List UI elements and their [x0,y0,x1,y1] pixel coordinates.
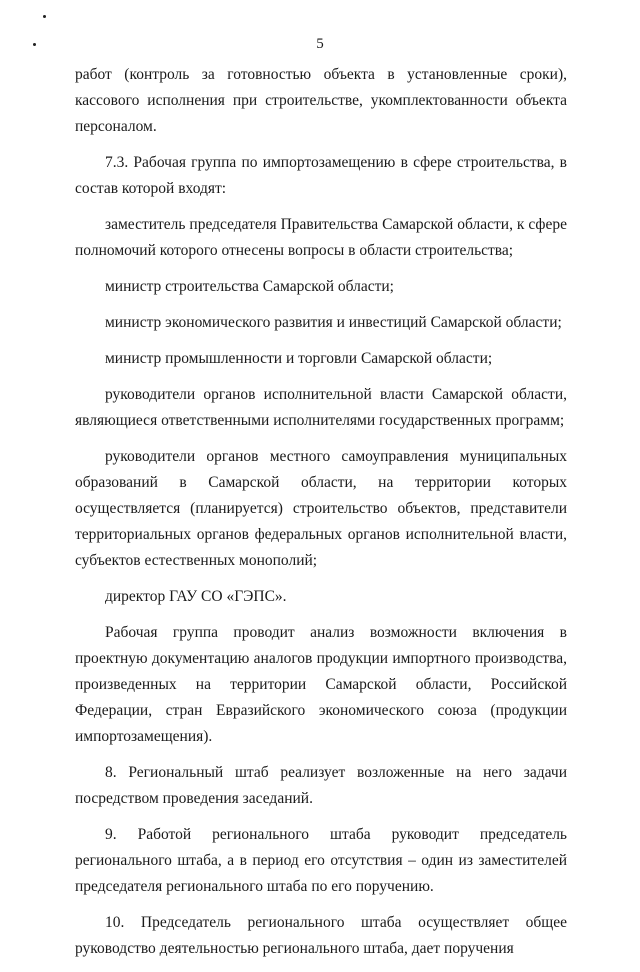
page-number: 5 [316,36,324,52]
paragraph: заместитель председателя Правительства Самарской области, к сфере полномочий которого отнесены вопросы в области строительства; [75,216,567,259]
paragraph: министр строительства Самарской области; [105,278,394,295]
scan-mark [43,15,46,18]
paragraph: 9. Работой регионального штаба руководит председатель регионального штаба, а в период его отсутствия – один из заместителей председателя регионального штаба по его поручению. [75,826,567,895]
paragraph: руководители органов местного самоуправления муниципальных образований в Самарской области, на территории которых осуществляется (планируется) строительство объектов, представители территориальных органов федеральных органов исполнительной власти, субъектов естественных монополий; [75,448,567,569]
paragraph: 10. Председатель регионального штаба осуществляет общее руководство деятельностью регионального штаба, дает поручения [75,914,567,957]
paragraph: Рабочая группа проводит анализ возможности включения в проектную документацию аналогов продукции импортного производства, произведенных на территории Самарской области, Российской Федерации, стран Евразийского экономического союза (продукции импортозамещения). [75,624,567,745]
paragraph: 8. Региональный штаб реализует возложенные на него задачи посредством проведения заседаний. [75,764,567,807]
paragraph: директор ГАУ СО «ГЭПС». [105,588,287,605]
paragraph: руководители органов исполнительной власти Самарской области, являющиеся ответственными исполнителями государственных программ; [75,386,567,429]
paragraph: 7.3. Рабочая группа по импортозамещению в сфере строительства, в состав которой входят: [75,154,567,197]
paragraph: работ (контроль за готовностью объекта в установленные сроки), кассового исполнения при строительстве, укомплектованности объекта персоналом. [75,66,567,135]
paragraph: министр промышленности и торговли Самарской области; [105,350,493,367]
paragraph: министр экономического развития и инвестиций Самарской области; [105,314,562,331]
document-body [75,62,567,972]
